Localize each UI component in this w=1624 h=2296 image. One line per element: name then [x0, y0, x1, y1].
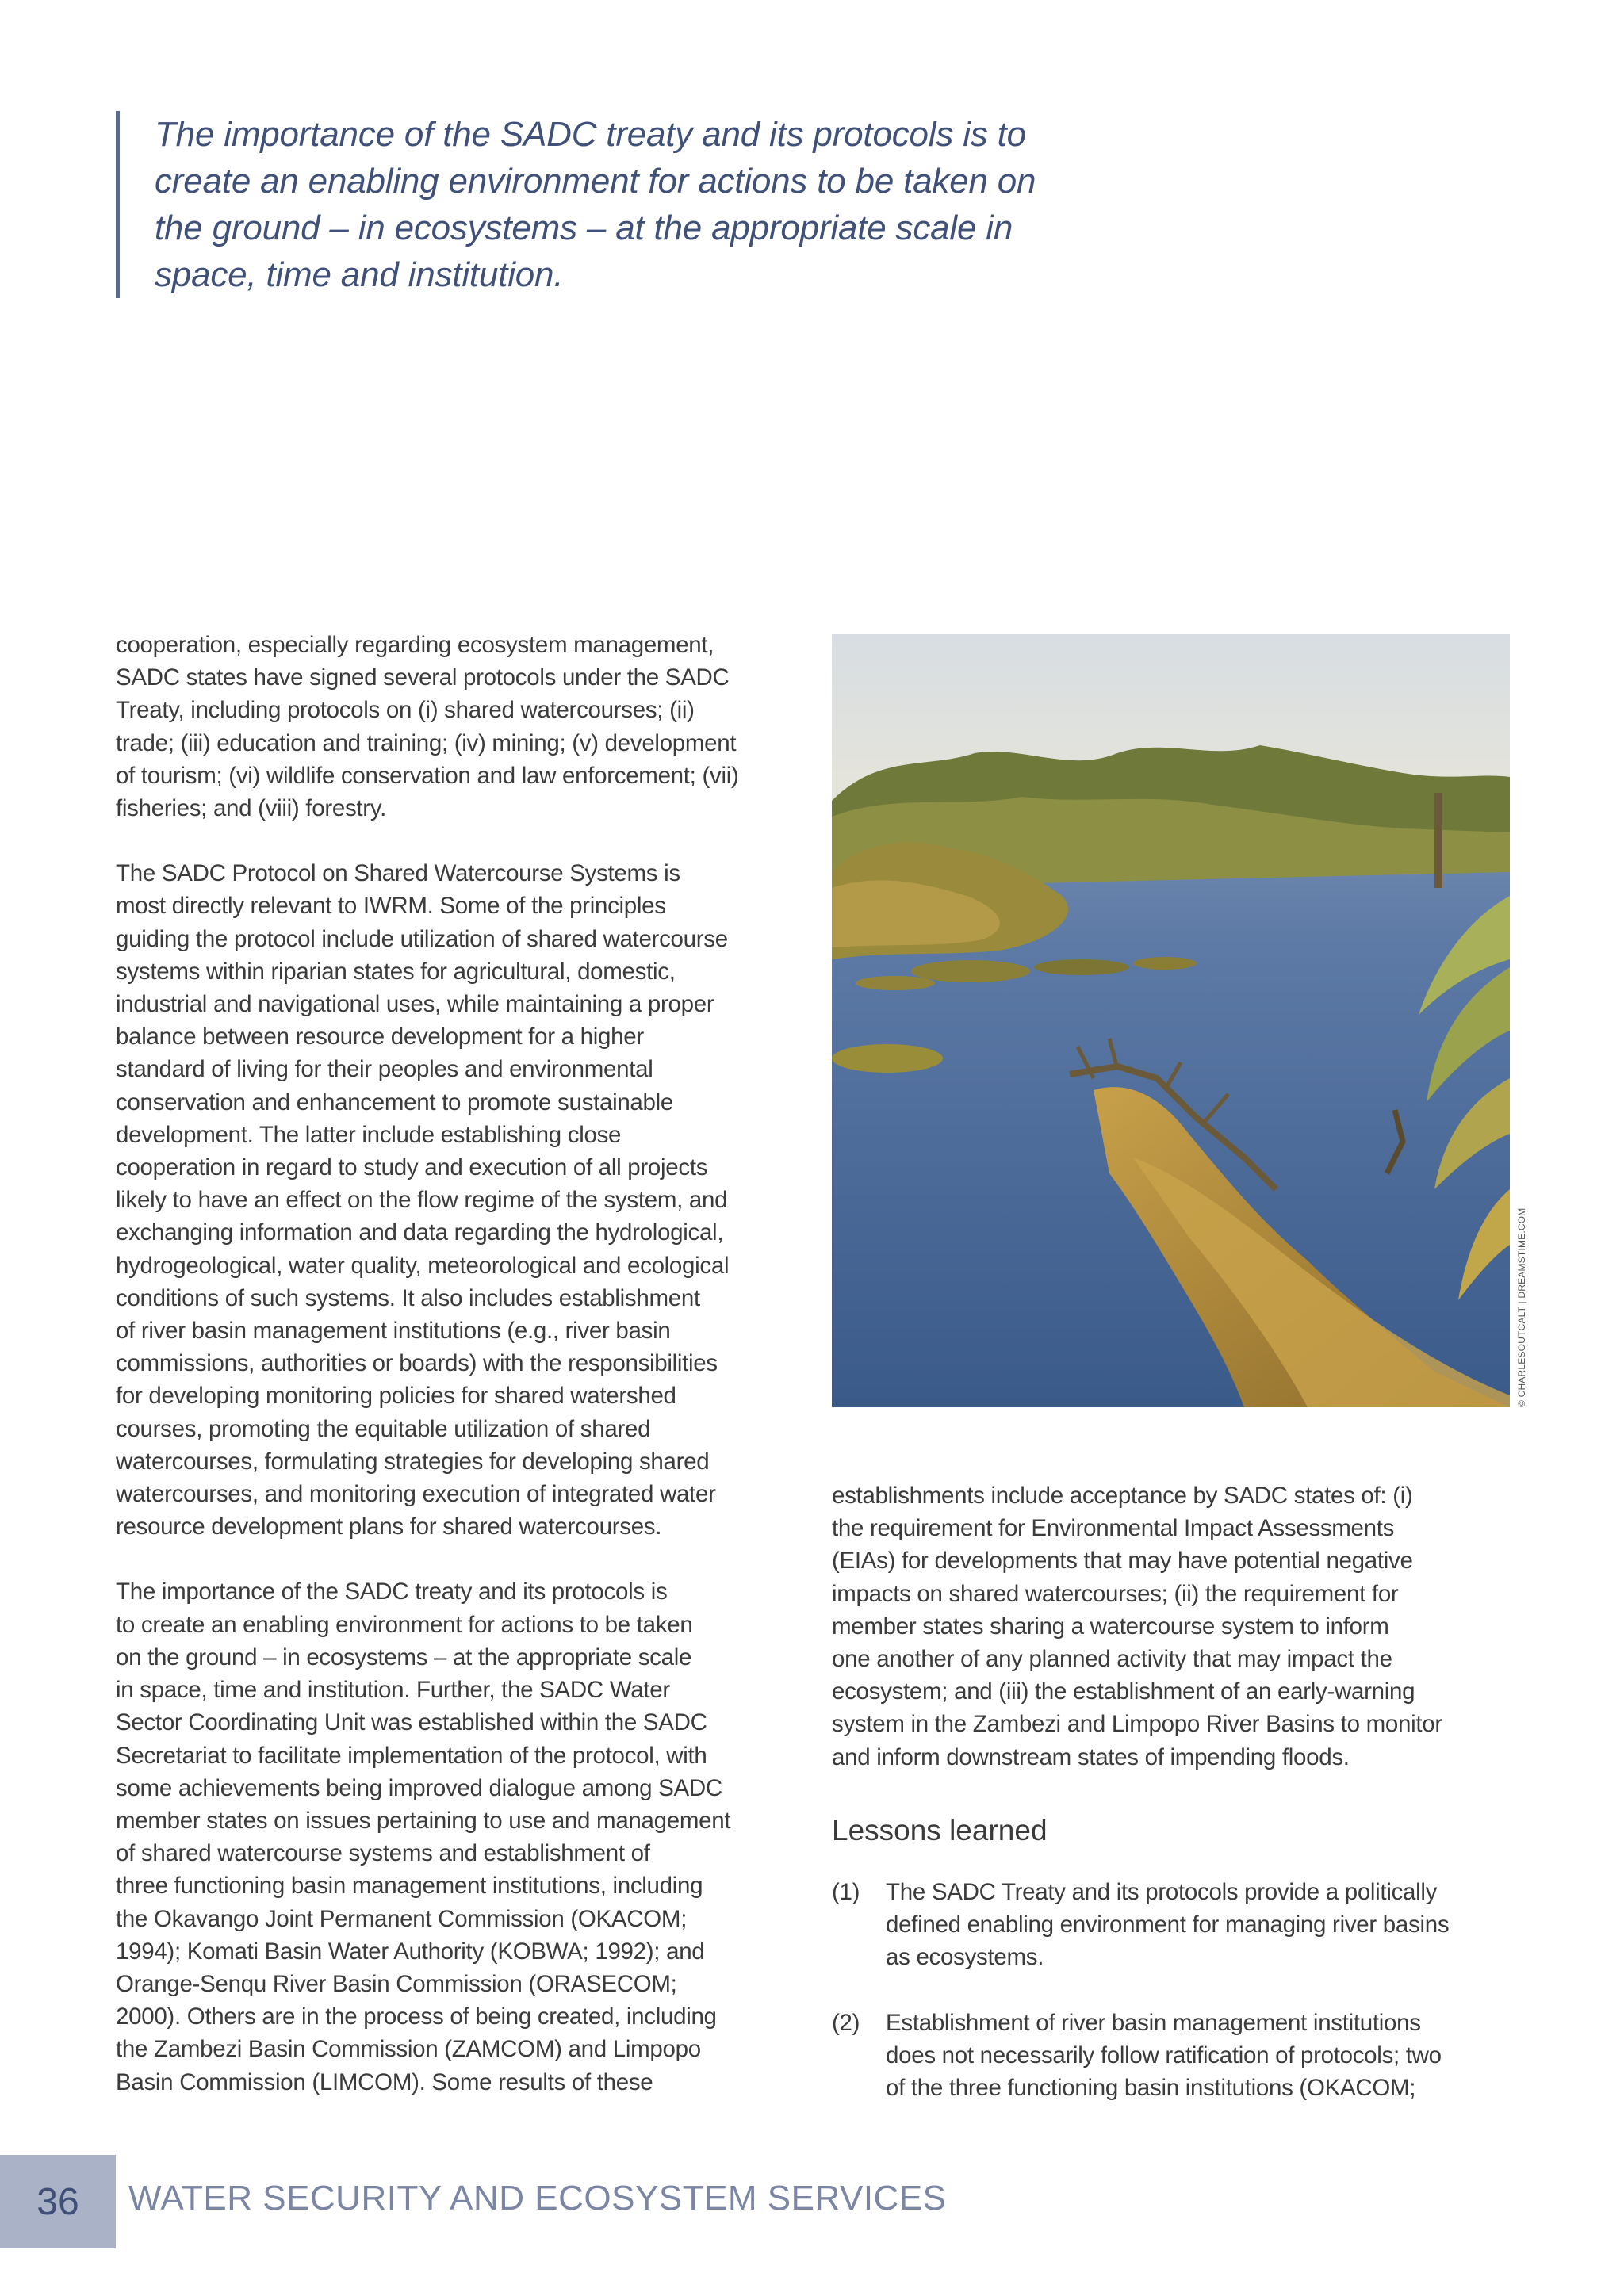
- text-line: establishments include acceptance by SADC states of: (i): [832, 1483, 1413, 1509]
- text-line: of tourism; (vi) wildlife conservation and law enforcement; (vii): [116, 762, 739, 789]
- paragraph-watercourse-protocol: [116, 857, 814, 1543]
- text-line: The importance of the SADC treaty and its protocols is: [116, 1578, 668, 1605]
- text-line: conservation and enhancement to promote sustainable: [116, 1089, 673, 1115]
- text-line: trade; (iii) education and training; (iv) mining; (v) development: [116, 729, 737, 756]
- text-line: the Okavango Joint Permanent Commission (OKACOM;: [116, 1905, 688, 1932]
- text-line: SADC states have signed several protocols under the SADC: [116, 664, 730, 691]
- text-line: Sector Coordinating Unit was established within the SADC: [116, 1709, 707, 1736]
- text-line: conditions of such systems. It also includes establishment: [116, 1284, 700, 1311]
- text-line: watercourses, and monitoring execution of integrated water: [116, 1481, 716, 1508]
- text-line: three functioning basin management institutions, including: [116, 1873, 703, 1900]
- left-column: [116, 629, 814, 2099]
- paragraph-protocols: [116, 629, 814, 825]
- text-line: 1994); Komati Basin Water Authority (KOBWA; 1992); and: [116, 1938, 705, 1965]
- text-line: cooperation, especially regarding ecosystem management,: [116, 632, 714, 658]
- text-line: most directly relevant to IWRM. Some of the principles: [116, 893, 666, 920]
- pull-quote: [116, 111, 1106, 298]
- lesson-item: [832, 2007, 1545, 2105]
- text-line: Orange-Senqu River Basin Commission (ORASECOM;: [116, 1970, 677, 1997]
- page-number: 36: [0, 2155, 116, 2248]
- text-line: on the ground – in ecosystems – at the appropriate scale: [116, 1644, 692, 1670]
- text-line: some achievements being improved dialogue among SADC: [116, 1774, 722, 1801]
- text-line: industrial and navigational uses, while maintaining a proper: [116, 991, 714, 1018]
- text-line: The SADC Treaty and its protocols provide a politically: [886, 1879, 1438, 1905]
- text-line: of shared watercourse systems and establishment of: [116, 1840, 650, 1867]
- lesson-number: (1): [832, 1879, 860, 1905]
- section-heading: Lessons learned: [832, 1814, 1048, 1846]
- text-line: systems within riparian states for agricultural, domestic,: [116, 958, 676, 985]
- text-line: development. The latter include establishing close: [116, 1121, 622, 1148]
- text-line: impacts on shared watercourses; (ii) the requirement for: [832, 1580, 1399, 1607]
- text-line: guiding the protocol include utilization of shared watercourse: [116, 925, 728, 952]
- text-line: and inform downstream states of impending floods.: [832, 1743, 1350, 1770]
- text-line: resource development plans for shared watercourses.: [116, 1513, 662, 1540]
- text-line: ecosystem; and (iii) the establishment of an early-warning: [832, 1678, 1415, 1705]
- text-line: for developing monitoring policies for shared watershed: [116, 1383, 676, 1410]
- text-line: courses, promoting the equitable utilization of shared: [116, 1415, 651, 1442]
- text-line: balance between resource development for a higher: [116, 1024, 644, 1050]
- text-line: likely to have an effect on the flow regime of the system, and: [116, 1187, 728, 1214]
- text-line: exchanging information and data regarding the hydrological,: [116, 1219, 724, 1246]
- text-line: fisheries; and (viii) forestry.: [116, 795, 386, 822]
- text-line: in space, time and institution. Further, the SADC Water: [116, 1677, 670, 1704]
- text-line: cooperation in regard to study and execution of all projects: [116, 1154, 708, 1181]
- text-line: of the three functioning basin institutions (OKACOM;: [886, 2075, 1416, 2102]
- text-line: commissions, authorities or boards) with the responsibilities: [116, 1350, 718, 1377]
- text-line: hydrogeological, water quality, meteorological and ecological: [116, 1252, 730, 1279]
- photo-credit: © CHARLESOUTCALT | DREAMSTIME.COM: [1516, 1207, 1527, 1407]
- text-line: the requirement for Environmental Impact Assessments: [832, 1515, 1395, 1542]
- text-line: Establishment of river basin management institutions: [886, 2009, 1421, 2036]
- text-line: The SADC Protocol on Shared Watercourse Systems is: [116, 860, 680, 887]
- pull-quote-line: create an enabling environment for actions to be taken on: [155, 162, 1036, 201]
- text-line: defined enabling environment for managing river basins: [886, 1911, 1450, 1938]
- text-line: member states on issues pertaining to use and management: [116, 1807, 731, 1834]
- paragraph-importance: [116, 1575, 814, 2098]
- text-line: one another of any planned activity that may impact the: [832, 1646, 1392, 1673]
- publication-title: WATER SECURITY AND ECOSYSTEM SERVICES: [128, 2179, 947, 2218]
- text-line: as ecosystems.: [886, 1944, 1044, 1971]
- text-line: Secretariat to facilitate implementation of the protocol, with: [116, 1742, 707, 1769]
- text-line: to create an enabling environment for actions to be taken: [116, 1611, 693, 1638]
- pull-quote-line: the ground – in ecosystems – at the appropriate scale in: [155, 209, 1013, 247]
- text-line: (EIAs) for developments that may have potential negative: [832, 1548, 1413, 1575]
- text-line: Treaty, including protocols on (i) shared watercourses; (ii): [116, 697, 695, 724]
- text-line: standard of living for their peoples and environmental: [116, 1056, 653, 1083]
- text-line: does not necessarily follow ratification of protocols; two: [886, 2042, 1442, 2068]
- text-line: system in the Zambezi and Limpopo River Basins to monitor: [832, 1711, 1442, 1738]
- text-line: of river basin management institutions (e.g., river basin: [116, 1318, 671, 1345]
- right-column: [832, 1479, 1530, 1774]
- text-line: the Zambezi Basin Commission (ZAMCOM) and Limpopo: [116, 2036, 701, 2063]
- text-line: 2000). Others are in the process of being created, including: [116, 2003, 717, 2030]
- text-line: member states sharing a watercourse system to inform: [832, 1613, 1389, 1640]
- lesson-number: (2): [832, 2009, 860, 2036]
- river-photo: [832, 634, 1510, 1407]
- pull-quote-line: space, time and institution.: [155, 255, 564, 294]
- lesson-item: [832, 1876, 1545, 1974]
- text-line: Basin Commission (LIMCOM). Some results of these: [116, 2068, 653, 2095]
- text-line: watercourses, formulating strategies for developing shared: [116, 1448, 710, 1475]
- pull-quote-line: The importance of the SADC treaty and its protocols is to: [155, 115, 1026, 154]
- lessons-list: [832, 1876, 1545, 2137]
